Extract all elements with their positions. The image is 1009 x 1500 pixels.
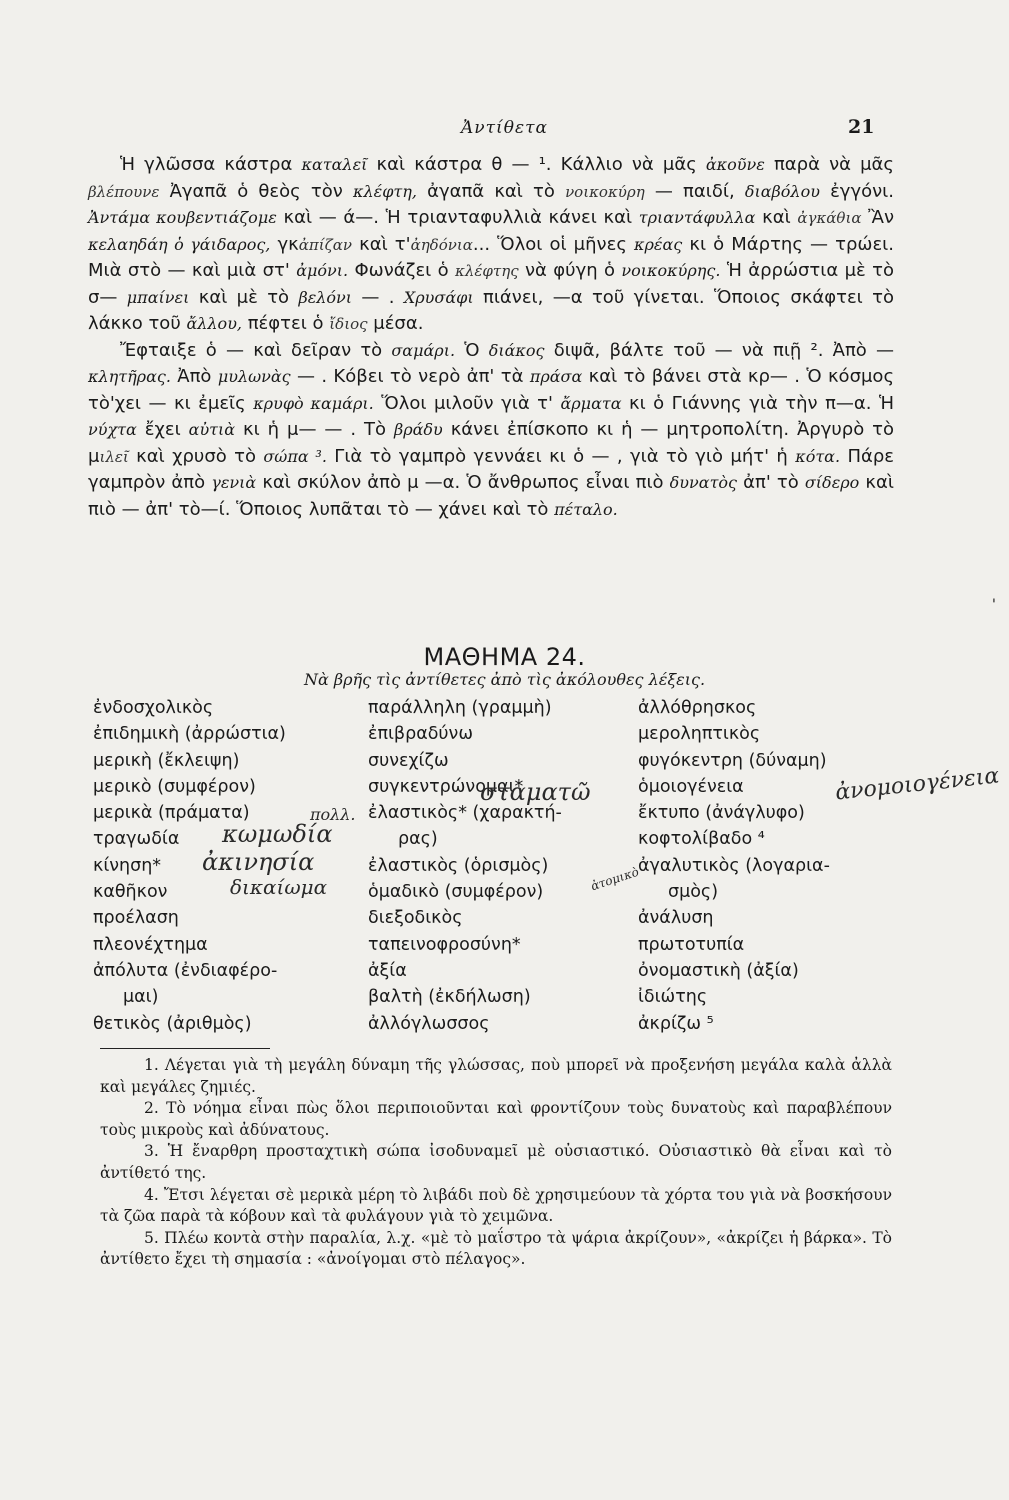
running-title: Ἀντίθετα — [461, 118, 548, 138]
italic-word: Ἀντάμα κουβεντιάζομε — [88, 208, 277, 227]
italic-word: κελαηδάη ὁ γάιδαρος, — [88, 234, 271, 254]
word-item: καθῆκον — [93, 882, 168, 903]
word-item: ἀγαλυτικὸς (λογαρια- — [638, 855, 830, 876]
word-item: ἐλαστικὸς* (χαρακτή- — [368, 803, 562, 824]
margin-mark: ' — [992, 597, 996, 613]
italic-word: δυνατὸς — [669, 473, 738, 492]
italic-word: νοικοκύρης. — [621, 261, 721, 280]
footnote-5: 5. Πλέω κοντὰ στὴν παραλία, λ.χ. «μὲ τὸ μαΐστρο τὰ ψάρια ἀκρίζουν», «ἀκρίζει ἡ βάρκα». Τὸ ἀντίθετο ἔχει τὴ σημασία : «ἀνοίγομαι στὸ πέλαγος». — [100, 1228, 892, 1269]
word-item: ἀκρίζω ⁵ — [638, 1013, 714, 1034]
handwritten-insertion: κλέφτης — [455, 262, 519, 280]
word-item: ἔκτυπο (ἀνάγλυφο) — [638, 803, 805, 824]
italic-word: νύχτα — [88, 420, 137, 439]
proverbs-paragraph-1: Ἡ γλῶσσα κάστρα καταλεῖ καὶ κάστρα θ — ¹. Κάλλιο νὰ μᾶς ἀκοῦνε παρὰ νὰ μᾶς βλέπουνε Ἀγαπᾶ ὁ θεὸς τὸν κλέφτη, ἀγαπᾶ καὶ τὸ νοικοκύρη — παιδί, διαβόλου ἐγγόνι. Ἀντάμα κουβεντιάζομε καὶ — ά—. Ἡ τριανταφυλλιὰ κάνει καὶ τριαντάφυλλα καὶ ἀγκάθια Ἂν κελαηδάη ὁ γάιδαρος, γκἀπίζαν καὶ τ'ἀηδόνια... Ὅλοι οἱ μῆνες κρέας κι ὁ Μάρτης — τρώει. Μιὰ στὸ — καὶ μιὰ στ' ἀμόνι. Φωνάζει ὁ κλέφτης νὰ φύγη ὁ νοικοκύρης. Ἡ ἀρρώστια μὲ τὸ σ— μπαίνει καὶ μὲ τὸ βελόνι — . Χρυσάφι πιάνει, —α τοῦ γίνεται. Ὅποιος σκάφτει τὸ λάκκο τοῦ ἄλλου, πέφτει ὁ ἴδιος μέσα. — [88, 154, 895, 334]
footnotes — [100, 1055, 892, 1271]
italic-word: βελόνι — [298, 287, 353, 307]
word-item: βαλτὴ (ἐκδήλωση) — [368, 987, 531, 1008]
word-item: ἀξία — [368, 960, 407, 981]
word-item: κίνηση* — [93, 855, 162, 876]
word-item: φυγόκεντρη (δύναμη) — [638, 750, 827, 771]
italic-word: πέταλο. — [554, 499, 618, 519]
word-item: πρωτοτυπία — [638, 934, 745, 955]
handwritten-atomiko: ἀτομικὸ — [589, 864, 641, 894]
word-item: συγκεντρώνομαι* — [368, 776, 524, 797]
handwritten-anomoiogeneia: ἀνομοιογένεια — [834, 763, 1001, 806]
footnote-2: 2. Τὸ νόημα εἶναι πὼς ὅλοι περιποιοῦνται καὶ φροντίζουν τοὺς δυνατοὺς καὶ παραβλέπουν τοὺς μικροὺς καὶ ἀδύνατους. — [100, 1099, 892, 1139]
handwritten-komodia: κωμωδία — [222, 820, 333, 848]
italic-word: σίδερο — [804, 473, 860, 492]
italic-word: διαβόλου — [744, 181, 820, 201]
handwritten-insertion: ἀηδόνια — [410, 235, 473, 254]
word-item: ἐνδοσχολικὸς — [93, 698, 214, 718]
word-item: ἀνάλυση — [638, 908, 714, 929]
proverbs-text — [88, 152, 894, 523]
word-column-3 — [638, 695, 898, 1037]
proverbs-paragraph-2: Ἔφταιξε ὁ — καὶ δεῖραν τὸ σαμάρι. Ὁ διάκος διψᾶ, βάλτε τοῦ — νὰ πιῇ ². Ἀπὸ — κλητῆρας. Ἀπὸ μυλωνὰς — . Κόβει τὸ νερὸ ἀπ' τὰ πράσα καὶ τὸ βάνει στὰ κρ— . Ὁ κόσμος τὸ'χει — κι ἐμεῖς κρυφὸ καμάρι. Ὅλοι μιλοῦν γιὰ τ' ἄρματα κι ὁ Γιάννης γιὰ τὴν π—α. Ἡ νύχτα ἔχει αὐτιὰ κι ἡ μ— — . Τὸ βράδυ κάνει ἐπίσκοπο κι ἡ — μητροπολίτη. Ἀργυρὸ τὸ μιλεῖ καὶ χρυσὸ τὸ σώπα ³. Γιὰ τὸ γαμπρὸ γεννάει κι ὁ — , γιὰ τὸ γιὸ μήτ' ἡ κότα. Πάρε γαμπρὸν ἀπὸ γενιὰ καὶ σκύλον ἀπὸ μ —α. Ὁ ἄνθρωπος εἶναι πιὸ δυνατὸς ἀπ' τὸ σίδερο καὶ πιὸ — ἀπ' τὸ—ί. Ὅποιος λυπᾶται τὸ — χάνει καὶ τὸ πέταλο. — [88, 339, 895, 520]
italic-word: κρυφὸ καμάρι. — [253, 393, 374, 413]
italic-word: κότα. — [795, 446, 841, 466]
word-item: μερικὴ (ἔκλειψη) — [93, 750, 240, 771]
handwritten-stamatao: σταματῶ — [480, 778, 591, 806]
handwritten-insertion: βλέπουνε — [88, 182, 160, 201]
word-item: ὁμαδικὸ (συμφέρον) — [368, 882, 544, 903]
italic-word: ἀμόνι. — [296, 261, 349, 280]
word-item: τραγωδία — [93, 829, 180, 850]
word-item: ὀνομαστικὴ (ἀξία) — [638, 960, 799, 981]
handwritten-akinisia: ἀκινησία — [202, 848, 315, 876]
word-item: ἐλαστικὸς (ὁρισμὸς) — [368, 855, 549, 876]
lesson-title: ΜΑΘΗΜΑ 24. — [423, 643, 586, 671]
italic-word: Χρυσάφι — [403, 287, 474, 307]
footnote-1: 1. Λέγεται γιὰ τὴ μεγάλη δύναμη τῆς γλώσσας, ποὺ μπορεῖ νὰ προξενήση μεγάλα καλὰ ἀλλὰ καὶ μεγάλες ζημιές. — [100, 1056, 892, 1096]
word-item: θετικὸς (ἀριθμὸς) — [93, 1013, 252, 1034]
word-column-2 — [368, 695, 641, 1037]
word-item: μερικὸ (συμφέρον) — [93, 776, 256, 797]
word-item: συνεχίζω — [368, 750, 449, 771]
handwritten-insertion: ιλεῖ — [99, 447, 129, 466]
italic-word: ἄρματα — [560, 393, 622, 413]
italic-word: σαμάρι. — [391, 340, 456, 360]
word-item: προέλαση — [93, 908, 179, 929]
italic-word: μπαίνει — [126, 287, 190, 307]
italic-word: τριαντάφυλλα — [638, 208, 756, 227]
handwritten-insertion: ἴδιος — [329, 315, 368, 333]
italic-word: καταλεῖ — [301, 155, 368, 174]
italic-word: διάκος — [488, 340, 545, 360]
word-item: κοφτολίβαδο ⁴ — [638, 829, 765, 850]
footnote-4: 4. Ἔτσι λέγεται σὲ μερικὰ μέρη τὸ λιβάδι ποὺ δὲ χρησιμεύουν τὰ χόρτα του γιὰ νὰ βοσκήσουν τὰ ζῶα παρὰ τὰ κόβουν καὶ τὰ φυλάγουν γιὰ τὸ χειμῶνα. — [100, 1185, 892, 1226]
word-item: ὁμοιογένεια — [638, 776, 744, 797]
word-item: ἀλλόγλωσσος — [368, 1013, 490, 1034]
italic-word: ἄλλου, — [186, 314, 242, 333]
handwritten-pollous: πολλ. — [310, 805, 356, 824]
word-item: μεροληπτικὸς — [638, 724, 761, 745]
handwritten-insertion: ἀγκάθια — [797, 209, 862, 227]
handwritten-dikaioma: δικαίωμα — [230, 875, 328, 899]
italic-word: κλέφτη, — [352, 181, 417, 201]
word-item: ἀπόλυτα (ἐνδιαφέρο- — [93, 960, 278, 981]
italic-word: μυλωνὰς — [217, 367, 291, 386]
page-number: 21 — [848, 116, 875, 138]
word-item: ἰδιώτης — [638, 987, 708, 1008]
word-item: ἀλλόθρησκος — [638, 698, 757, 718]
word-item: παράλληλη (γραμμὴ) — [368, 698, 552, 718]
word-item: ταπεινοφροσύνη* — [368, 934, 521, 955]
word-item: μερικὰ (πράματα) — [93, 803, 250, 824]
word-item: ρας) — [398, 829, 438, 850]
italic-word: πράσα — [529, 367, 583, 386]
word-item: διεξοδικὸς — [368, 908, 463, 929]
italic-word: ἀκοῦνε — [705, 155, 765, 174]
italic-word: σώπα ³. — [263, 446, 327, 466]
italic-word: αὐτιὰ — [188, 420, 236, 439]
word-item: ἐπιβραδύνω — [368, 724, 473, 745]
italic-word: βράδυ — [393, 420, 443, 439]
word-item: πλεονέχτημα — [93, 934, 208, 955]
handwritten-insertion: νοικοκύρη — [565, 182, 645, 201]
word-item: ἐπιδημικὴ (ἀρρώστια) — [93, 724, 286, 745]
footnote-rule — [100, 1048, 270, 1049]
footnote-3: 3. Ἡ ἔναρθρη προσταχτικὴ σώπα ἰσοδυναμεῖ μὲ οὐσιαστικό. Οὐσιαστικὸ θὰ εἶναι καὶ τὸ ἀντίθετό της. — [100, 1142, 892, 1182]
word-item: μαι) — [123, 987, 159, 1008]
lesson-instruction: Νὰ βρῆς τὶς ἀντίθετες ἀπὸ τὶς ἀκόλουθες λέξεις. — [303, 670, 706, 689]
handwritten-insertion: ἀπίζαν — [298, 235, 352, 254]
italic-word: κρέας — [634, 234, 683, 254]
italic-word: γενιὰ — [211, 473, 257, 492]
italic-word: κλητῆρας. — [88, 367, 171, 386]
word-item: σμὸς) — [668, 882, 719, 903]
